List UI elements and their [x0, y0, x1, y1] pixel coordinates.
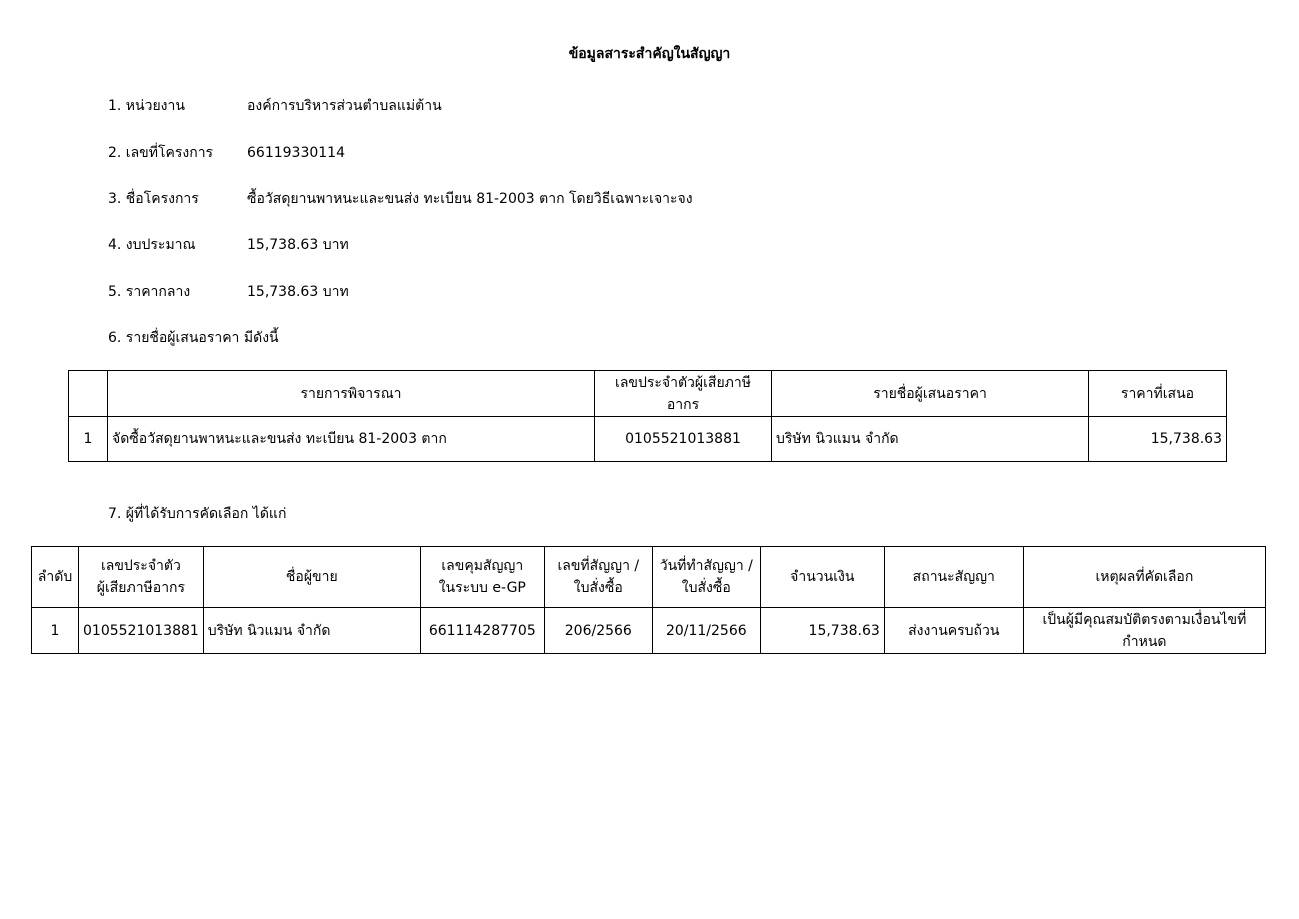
table-header-line: ในระบบ e-GP: [438, 580, 526, 596]
table-header-line: จำนวนเงิน: [790, 569, 855, 585]
table-header-line: วันที่ทำสัญญา /: [659, 558, 753, 574]
table-header: [420, 547, 544, 608]
info-label: 2. เลขที่โครงการ: [108, 145, 214, 161]
table-cell: 661114287705: [420, 608, 544, 654]
bidders-table: [68, 370, 1227, 462]
table-cell: 0105521013881: [79, 608, 204, 654]
table-header: เลขประจำตัวผู้เสียภาษีอากร: [595, 371, 772, 417]
table-header-line: เลขที่สัญญา /: [557, 558, 640, 574]
table-row: [32, 608, 1266, 654]
table-cell: บริษัท นิวแมน จำกัด: [203, 608, 420, 654]
document-title: ข้อมูลสาระสำคัญในสัญญา: [568, 46, 731, 62]
table-header-line: เหตุผลที่คัดเลือก: [1095, 569, 1194, 585]
table-cell: 15,738.63: [760, 608, 884, 654]
info-label: 1. หน่วยงาน: [108, 98, 185, 114]
table-header: [32, 547, 79, 608]
table-header: รายการพิจารณา: [108, 371, 595, 417]
info-label: 4. งบประมาณ: [108, 237, 196, 253]
table-header: [1023, 547, 1265, 608]
table-header: [544, 547, 652, 608]
table-cell: บริษัท นิวแมน จำกัด: [772, 417, 1089, 462]
table-header-line: สถานะสัญญา: [912, 569, 995, 585]
table-cell: 1: [69, 417, 108, 462]
table-cell: จัดซื้อวัสดุยานพาหนะและขนส่ง ทะเบียน 81-2003 ตาก: [108, 417, 595, 462]
section-7-title: 7. ผู้ที่ได้รับการคัดเลือก ได้แก่: [108, 506, 287, 522]
info-value: 15,738.63 บาท: [247, 284, 349, 300]
table-header-line: ชื่อผู้ขาย: [285, 569, 338, 585]
table-header-line: ใบสั่งซื้อ: [681, 580, 731, 596]
table-cell: 20/11/2566: [652, 608, 760, 654]
table-cell: เป็นผู้มีคุณสมบัติตรงตามเงื่อนไขที่กำหนด: [1023, 608, 1265, 654]
table-header: [79, 547, 204, 608]
table-cell: 1: [32, 608, 79, 654]
table-header: [760, 547, 884, 608]
winners-table: [31, 546, 1266, 654]
table-header-line: เลขประจำตัว: [100, 558, 181, 574]
table-header-line: ลำดับ: [37, 569, 73, 585]
table-header: [69, 371, 108, 417]
table-header: [203, 547, 420, 608]
table-header: รายชื่อผู้เสนอราคา: [772, 371, 1089, 417]
info-value: องค์การบริหารส่วนตำบลแม่ต้าน: [247, 98, 442, 114]
info-value: 66119330114: [247, 145, 345, 161]
table-cell: ส่งงานครบถ้วน: [884, 608, 1023, 654]
info-value: ซื้อวัสดุยานพาหนะและขนส่ง ทะเบียน 81-2003 ตาก โดยวิธีเฉพาะเจาะจง: [247, 191, 693, 207]
info-label: 3. ชื่อโครงการ: [108, 191, 199, 207]
info-label: 5. ราคากลาง: [108, 284, 191, 300]
table-header-line: เลขคุมสัญญา: [441, 558, 524, 574]
table-cell: 206/2566: [544, 608, 652, 654]
table-header-row: [69, 371, 1227, 417]
table-header: [652, 547, 760, 608]
table-header-line: ผู้เสียภาษีอากร: [96, 580, 186, 596]
table-header: [884, 547, 1023, 608]
section-6-title: 6. รายชื่อผู้เสนอราคา มีดังนี้: [108, 330, 279, 346]
table-cell: 15,738.63: [1089, 417, 1227, 462]
info-value: 15,738.63 บาท: [247, 237, 349, 253]
table-row: [69, 417, 1227, 462]
table-header-row: [32, 547, 1266, 608]
table-header: ราคาที่เสนอ: [1089, 371, 1227, 417]
table-cell: 0105521013881: [595, 417, 772, 462]
table-header-line: ใบสั่งซื้อ: [573, 580, 623, 596]
